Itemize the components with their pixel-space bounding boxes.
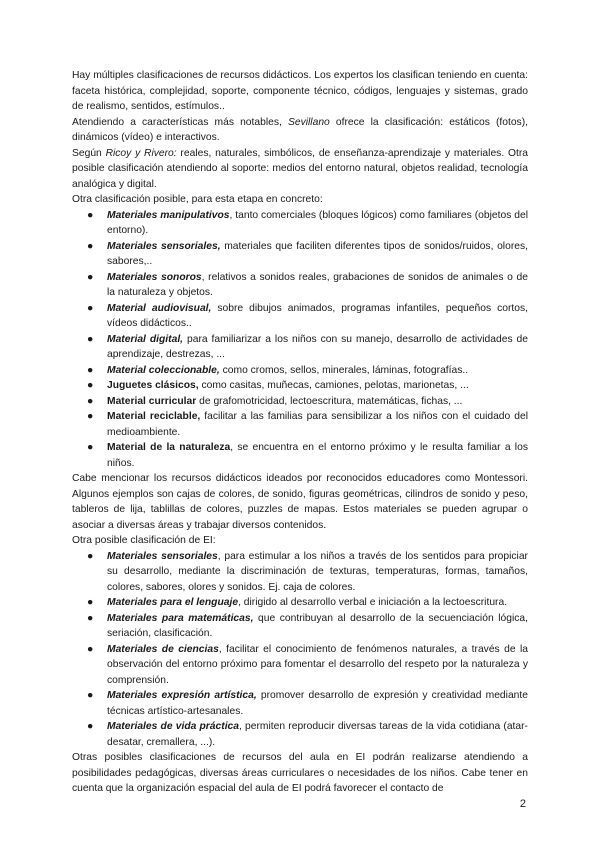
list-item bbox=[72, 270, 528, 301]
author-name: Ricoy y Rivero: bbox=[105, 147, 177, 159]
item-term: Materiales para el lenguaje bbox=[107, 597, 239, 608]
list-item bbox=[72, 301, 528, 332]
item-text: , dirigido al desarrollo verbal e iniciación a la lectoescritura. bbox=[238, 597, 508, 608]
text-run: ofrece la clasificación: estáticos (fotos), dinámicos (vídeo) e interactivos. bbox=[72, 116, 528, 143]
list-item bbox=[72, 611, 528, 642]
bullet-icon: ● bbox=[87, 332, 94, 345]
item-text: sobre dibujos animados, programas infantiles, pequeños cortos, vídeos didácticos.. bbox=[107, 302, 528, 329]
classification-list-stage bbox=[72, 208, 528, 472]
item-text: de grafomotricidad, lectoescritura, matemáticas, fichas, ... bbox=[196, 395, 463, 407]
item-term: Material coleccionable, bbox=[107, 364, 220, 376]
list-item bbox=[72, 239, 528, 270]
item-text: como cromos, sellos, minerales, láminas, fotografías.. bbox=[219, 364, 469, 376]
paragraph-sevillano bbox=[72, 115, 528, 146]
paragraph-montessori: Cabe mencionar los recursos didácticos ideados por reconocidos educadores como Montessori. Algunos ejemplos son cajas de colores, de sonido, figuras geométricas, cilindros de sonido y peso, tableros de lija, tablillas de colores, puzzles de mapas. Estos materiales se pueden agrupar o asociar a diversas áreas y trabajar diversos contenidos. bbox=[72, 473, 528, 531]
bullet-icon: ● bbox=[87, 379, 94, 391]
bullet-icon: ● bbox=[87, 596, 94, 608]
item-text: materiales que faciliten diferentes tipos de sonidos/ruidos, olores, sabores,.. bbox=[107, 240, 528, 267]
list-item bbox=[72, 378, 528, 394]
item-term: Juguetes clásicos, bbox=[107, 380, 199, 391]
item-text: , para estimular a los niños a través de los sentidos para propiciar su desarrollo, mediante la discriminación de texturas, temperaturas, formas, tamaños, colores, sabores, olores y sonidos. Ej. caja de colores. bbox=[107, 550, 528, 593]
item-text: , facilitar el conocimiento de fenómenos naturales, a través de la observación del entorno próximo para fomentar el desarrollo del respeto por la naturaleza y comprensión. bbox=[107, 643, 528, 686]
text-run: reales, naturales, simbólicos, de enseñanza-aprendizaje y materiales. Otra posible clasificación atendiendo al soporte: medios del entorno natural, objetos realidad, tecnología analógica y digital. bbox=[72, 147, 528, 190]
list-item bbox=[72, 688, 528, 719]
item-term: Materiales expresión artística, bbox=[107, 690, 257, 701]
item-term: Materiales para matemáticas, bbox=[107, 612, 254, 624]
item-term: Material curricular bbox=[107, 395, 197, 407]
item-term: Material de la naturaleza bbox=[107, 442, 231, 453]
item-term: Materiales sensoriales, bbox=[107, 240, 221, 252]
bullet-icon: ● bbox=[87, 611, 94, 624]
item-term: Materiales sensoriales bbox=[107, 550, 218, 562]
item-text: que contribuyan al desarrollo de la secuenciación lógica, seriación, clasificación. bbox=[107, 612, 528, 639]
item-text: facilitar a las familias para sensibilizar a los niños con el cuidado del medioambiente. bbox=[107, 411, 528, 438]
item-term: Material digital, bbox=[107, 333, 184, 345]
list-item bbox=[72, 642, 528, 689]
classification-list-ei bbox=[72, 549, 528, 751]
list-item bbox=[72, 440, 528, 471]
paragraph-list2-intro: Otra posible clasificación de EI: bbox=[72, 535, 216, 546]
item-term: Materiales de ciencias bbox=[107, 643, 219, 655]
item-text: como casitas, muñecas, camiones, pelotas, marionetas, ... bbox=[198, 380, 469, 391]
item-term: Materiales manipulativos bbox=[107, 209, 230, 221]
bullet-icon: ● bbox=[87, 270, 94, 283]
paragraph-closing: Otras posibles clasificaciones de recursos del aula en EI podrán realizarse atendiendo a posibilidades pedagógicas, diversas áreas curriculares o necesidades de los niños. Cabe tener en cuenta que la organización espacial del aula de EI podrá favorecer el contacto de bbox=[72, 752, 528, 794]
bullet-icon: ● bbox=[87, 363, 94, 376]
paragraph-intro: Hay múltiples clasificaciones de recursos didácticos. Los expertos los clasifican teniendo en cuenta: faceta histórica, complejidad, soporte, componente técnico, códigos, lenguajes y sistemas, grado de realismo, sentidos, estímulos.. bbox=[72, 70, 528, 112]
text-run: Según bbox=[72, 147, 106, 159]
list-item bbox=[72, 332, 528, 363]
bullet-icon: ● bbox=[87, 689, 94, 701]
bullet-icon: ● bbox=[87, 239, 94, 252]
item-term: Materiales de vida práctica bbox=[107, 721, 240, 732]
page-content bbox=[72, 68, 528, 797]
item-term: Material audiovisual, bbox=[107, 302, 212, 314]
item-text: , tanto comerciales (bloques lógicos) como familiares (objetos del entorno). bbox=[107, 209, 528, 236]
list-item bbox=[72, 208, 528, 239]
page-number: 2 bbox=[519, 798, 526, 810]
item-text: , se encuentra en el entorno próximo y le resulta familiar a los niños. bbox=[107, 442, 528, 469]
item-text: para familiarizar a los niños con su manejo, desarrollo de actividades de aprendizaje, destrezas, ... bbox=[107, 333, 528, 360]
bullet-icon: ● bbox=[87, 642, 94, 655]
item-text: , permiten reproducir diversas tareas de la vida cotidiana (atar-desatar, cremallera, ...). bbox=[107, 721, 528, 748]
item-term: Materiales sonoros bbox=[107, 271, 202, 283]
bullet-icon: ● bbox=[87, 549, 94, 562]
list-item bbox=[72, 363, 528, 379]
list-item bbox=[72, 719, 528, 750]
item-text: promover desarrollo de expresión y creatividad mediante técnicas artístico-artesanales. bbox=[107, 690, 528, 717]
item-term: Material reciclable, bbox=[107, 411, 201, 422]
bullet-icon: ● bbox=[87, 410, 94, 422]
item-text: , relativos a sonidos reales, grabaciones de sonidos de animales o de la naturaleza y objetos. bbox=[107, 271, 528, 298]
list-item bbox=[72, 394, 528, 410]
bullet-icon: ● bbox=[87, 394, 94, 407]
paragraph-ricoy-rivero bbox=[72, 146, 528, 193]
list-item bbox=[72, 409, 528, 440]
author-name: Sevillano bbox=[287, 116, 330, 128]
bullet-icon: ● bbox=[87, 720, 94, 732]
text-run: Atendiendo a características más notables, bbox=[72, 116, 288, 128]
list-item bbox=[72, 595, 528, 611]
bullet-icon: ● bbox=[87, 208, 94, 221]
bullet-icon: ● bbox=[87, 441, 94, 453]
bullet-icon: ● bbox=[87, 301, 94, 314]
paragraph-list-intro: Otra clasificación posible, para esta etapa en concreto: bbox=[72, 194, 323, 205]
list-item bbox=[72, 549, 528, 596]
